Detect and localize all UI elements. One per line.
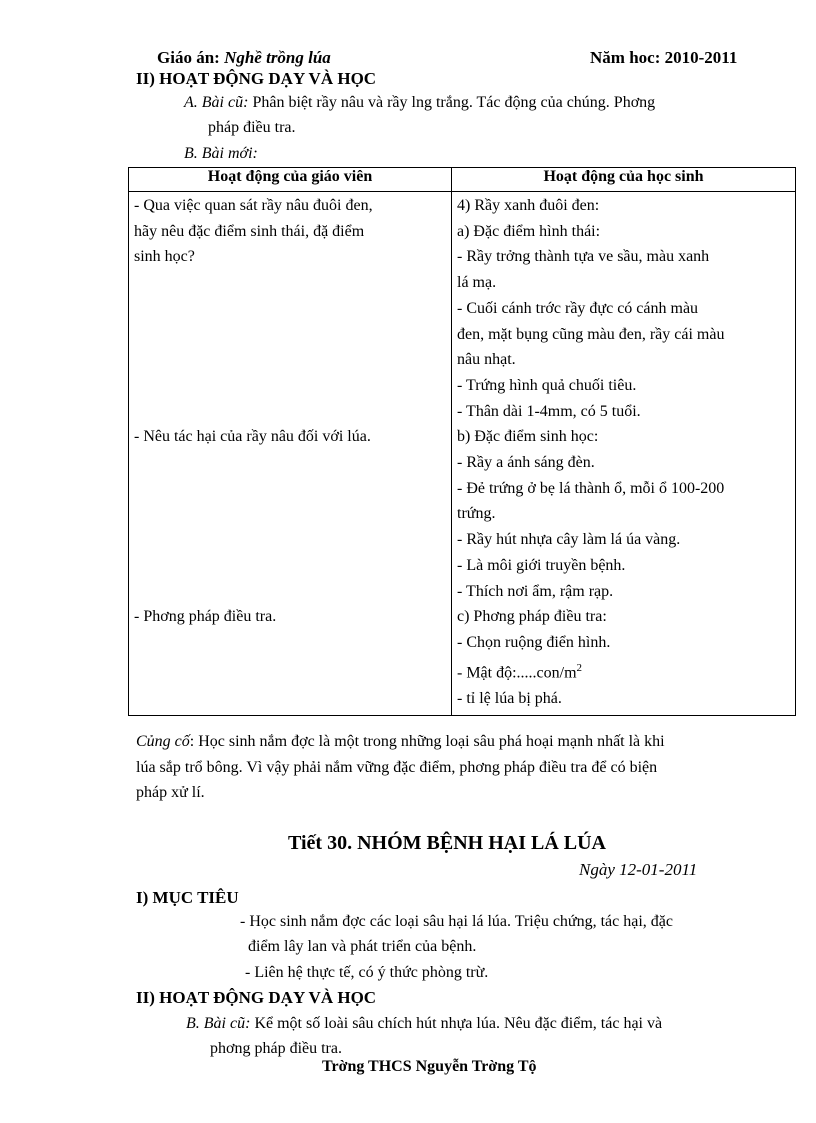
student-line: lá mạ.: [457, 274, 497, 292]
old-lesson-text: Phân biệt rầy nâu và rầy lng trắng. Tác động của chúng. Phơng: [248, 94, 656, 111]
student-line: - Thích nơi ẩm, rậm rạp.: [457, 582, 614, 600]
consolidation-line2: lúa sắp trổ bông. Vì vậy phải nắm vững đặc điểm, phơng pháp điều tra để có biện: [136, 759, 658, 776]
consolidation-label: Củng cố: [136, 733, 190, 750]
lesson-title: [288, 832, 606, 855]
review-line1: [186, 1011, 662, 1036]
student-line: trứng.: [457, 505, 496, 523]
activity-table: [128, 167, 796, 716]
school-year: Năm hoc: 2010-2011: [590, 48, 738, 67]
student-line: c) Phơng pháp điều tra:: [457, 608, 607, 626]
item-a-prefix: A.: [184, 94, 198, 111]
review-label: Bài cũ:: [203, 1015, 251, 1032]
lesson-number: Tiết 30.: [288, 832, 353, 854]
table-header-row: [129, 168, 796, 192]
student-line: đen, mặt bụng cũng màu đen, rầy cái màu: [457, 325, 725, 343]
teacher-question-3: - Phơng pháp điều tra.: [134, 608, 277, 626]
teacher-activity-cell: [129, 192, 452, 716]
student-line: a) Đặc điểm hình thái:: [457, 222, 601, 240]
new-lesson-line: [184, 141, 258, 166]
student-line: - Rầy hút nhựa cây làm lá úa vàng.: [457, 531, 681, 549]
teacher-question-1-line3: sinh học?: [134, 248, 195, 266]
old-lesson-line1: [184, 90, 655, 115]
teacher-column-header: Hoạt động của giáo viên: [129, 168, 452, 192]
table-body-row: [129, 192, 796, 716]
new-lesson-label: Bài mới:: [201, 145, 258, 162]
teacher-question-2: - Nêu tác hại của rầy nâu đối với lúa.: [134, 428, 371, 446]
density-text: - Mật độ:.....con/m: [457, 663, 577, 681]
student-line: - Cuối cánh trớc rầy đực có cánh màu: [457, 299, 699, 317]
lesson-name: NHÓM BỆNH HẠI LÁ LÚA: [352, 832, 606, 854]
teacher-question-1-line2: hãy nêu đặc điểm sinh thái, đặ điểm: [134, 222, 365, 240]
teacher-question-1-line1: - Qua việc quan sát rầy nâu đuôi đen,: [134, 197, 373, 214]
section-title-activities: II) HOẠT ĐỘNG DẠY VÀ HỌC: [136, 69, 377, 88]
student-line: - tỉ lệ lúa bị phá.: [457, 689, 562, 707]
objective-line1: - Học sinh nắm đợc các loại sâu hại lá lúa. Triệu chứng, tác hại, đặc: [240, 913, 673, 930]
consolidation-text: : Học sinh nắm đợc là một trong những loại sâu phá hoại mạnh nhất là khi: [189, 733, 665, 750]
item-b-prefix: B.: [184, 145, 198, 162]
lesson-date: Ngày 12-01-2011: [579, 860, 698, 879]
student-line: b) Đặc điểm sinh học:: [457, 428, 599, 446]
plan-label: Giáo án:: [157, 48, 220, 67]
section-title-objectives: I) MỤC TIÊU: [136, 888, 239, 907]
header-left: [157, 48, 331, 68]
old-lesson-line2: pháp điều tra.: [208, 119, 296, 136]
consolidation-line1: [136, 729, 665, 754]
old-lesson-label: Bài cũ:: [201, 94, 249, 111]
review-text: Kể một số loài sâu chích hút nhựa lúa. Nêu đặc điểm, tác hại và: [250, 1015, 663, 1032]
student-line: nâu nhạt.: [457, 351, 516, 369]
student-density-line: [457, 656, 790, 686]
objective-line3: - Liên hệ thực tế, có ý thức phòng trừ.: [245, 964, 489, 981]
student-line: - Đẻ trứng ở bẹ lá thành ổ, mỗi ổ 100-200: [457, 479, 725, 497]
density-superscript: 2: [576, 661, 583, 674]
student-line: - Rầy a ánh sáng đèn.: [457, 454, 595, 472]
student-line: 4) Rầy xanh đuôi đen:: [457, 197, 600, 214]
section-title-activities-2: II) HOẠT ĐỘNG DẠY VÀ HỌC: [136, 988, 377, 1007]
student-line: - Là môi giới truyền bệnh.: [457, 556, 626, 574]
footer-school: Trờng THCS Nguyễn Trờng Tộ: [322, 1058, 537, 1075]
student-line: - Rầy trởng thành tựa ve sầu, màu xanh: [457, 248, 710, 266]
student-line: - Thân dài 1-4mm, có 5 tuổi.: [457, 402, 641, 420]
consolidation-line3: pháp xử lí.: [136, 784, 205, 801]
student-line: - Chọn ruộng điển hình.: [457, 633, 611, 651]
subject-title: Nghề trồng lúa: [224, 48, 331, 67]
student-activity-cell: [452, 192, 796, 716]
student-line: - Trứng hình quả chuối tiêu.: [457, 376, 637, 394]
student-column-header: Hoạt động của học sinh: [452, 168, 796, 192]
review-line2: phơng pháp điều tra.: [210, 1040, 342, 1057]
review-prefix: B.: [186, 1015, 200, 1032]
objective-line2: điểm lây lan và phát triển của bệnh.: [248, 938, 477, 955]
